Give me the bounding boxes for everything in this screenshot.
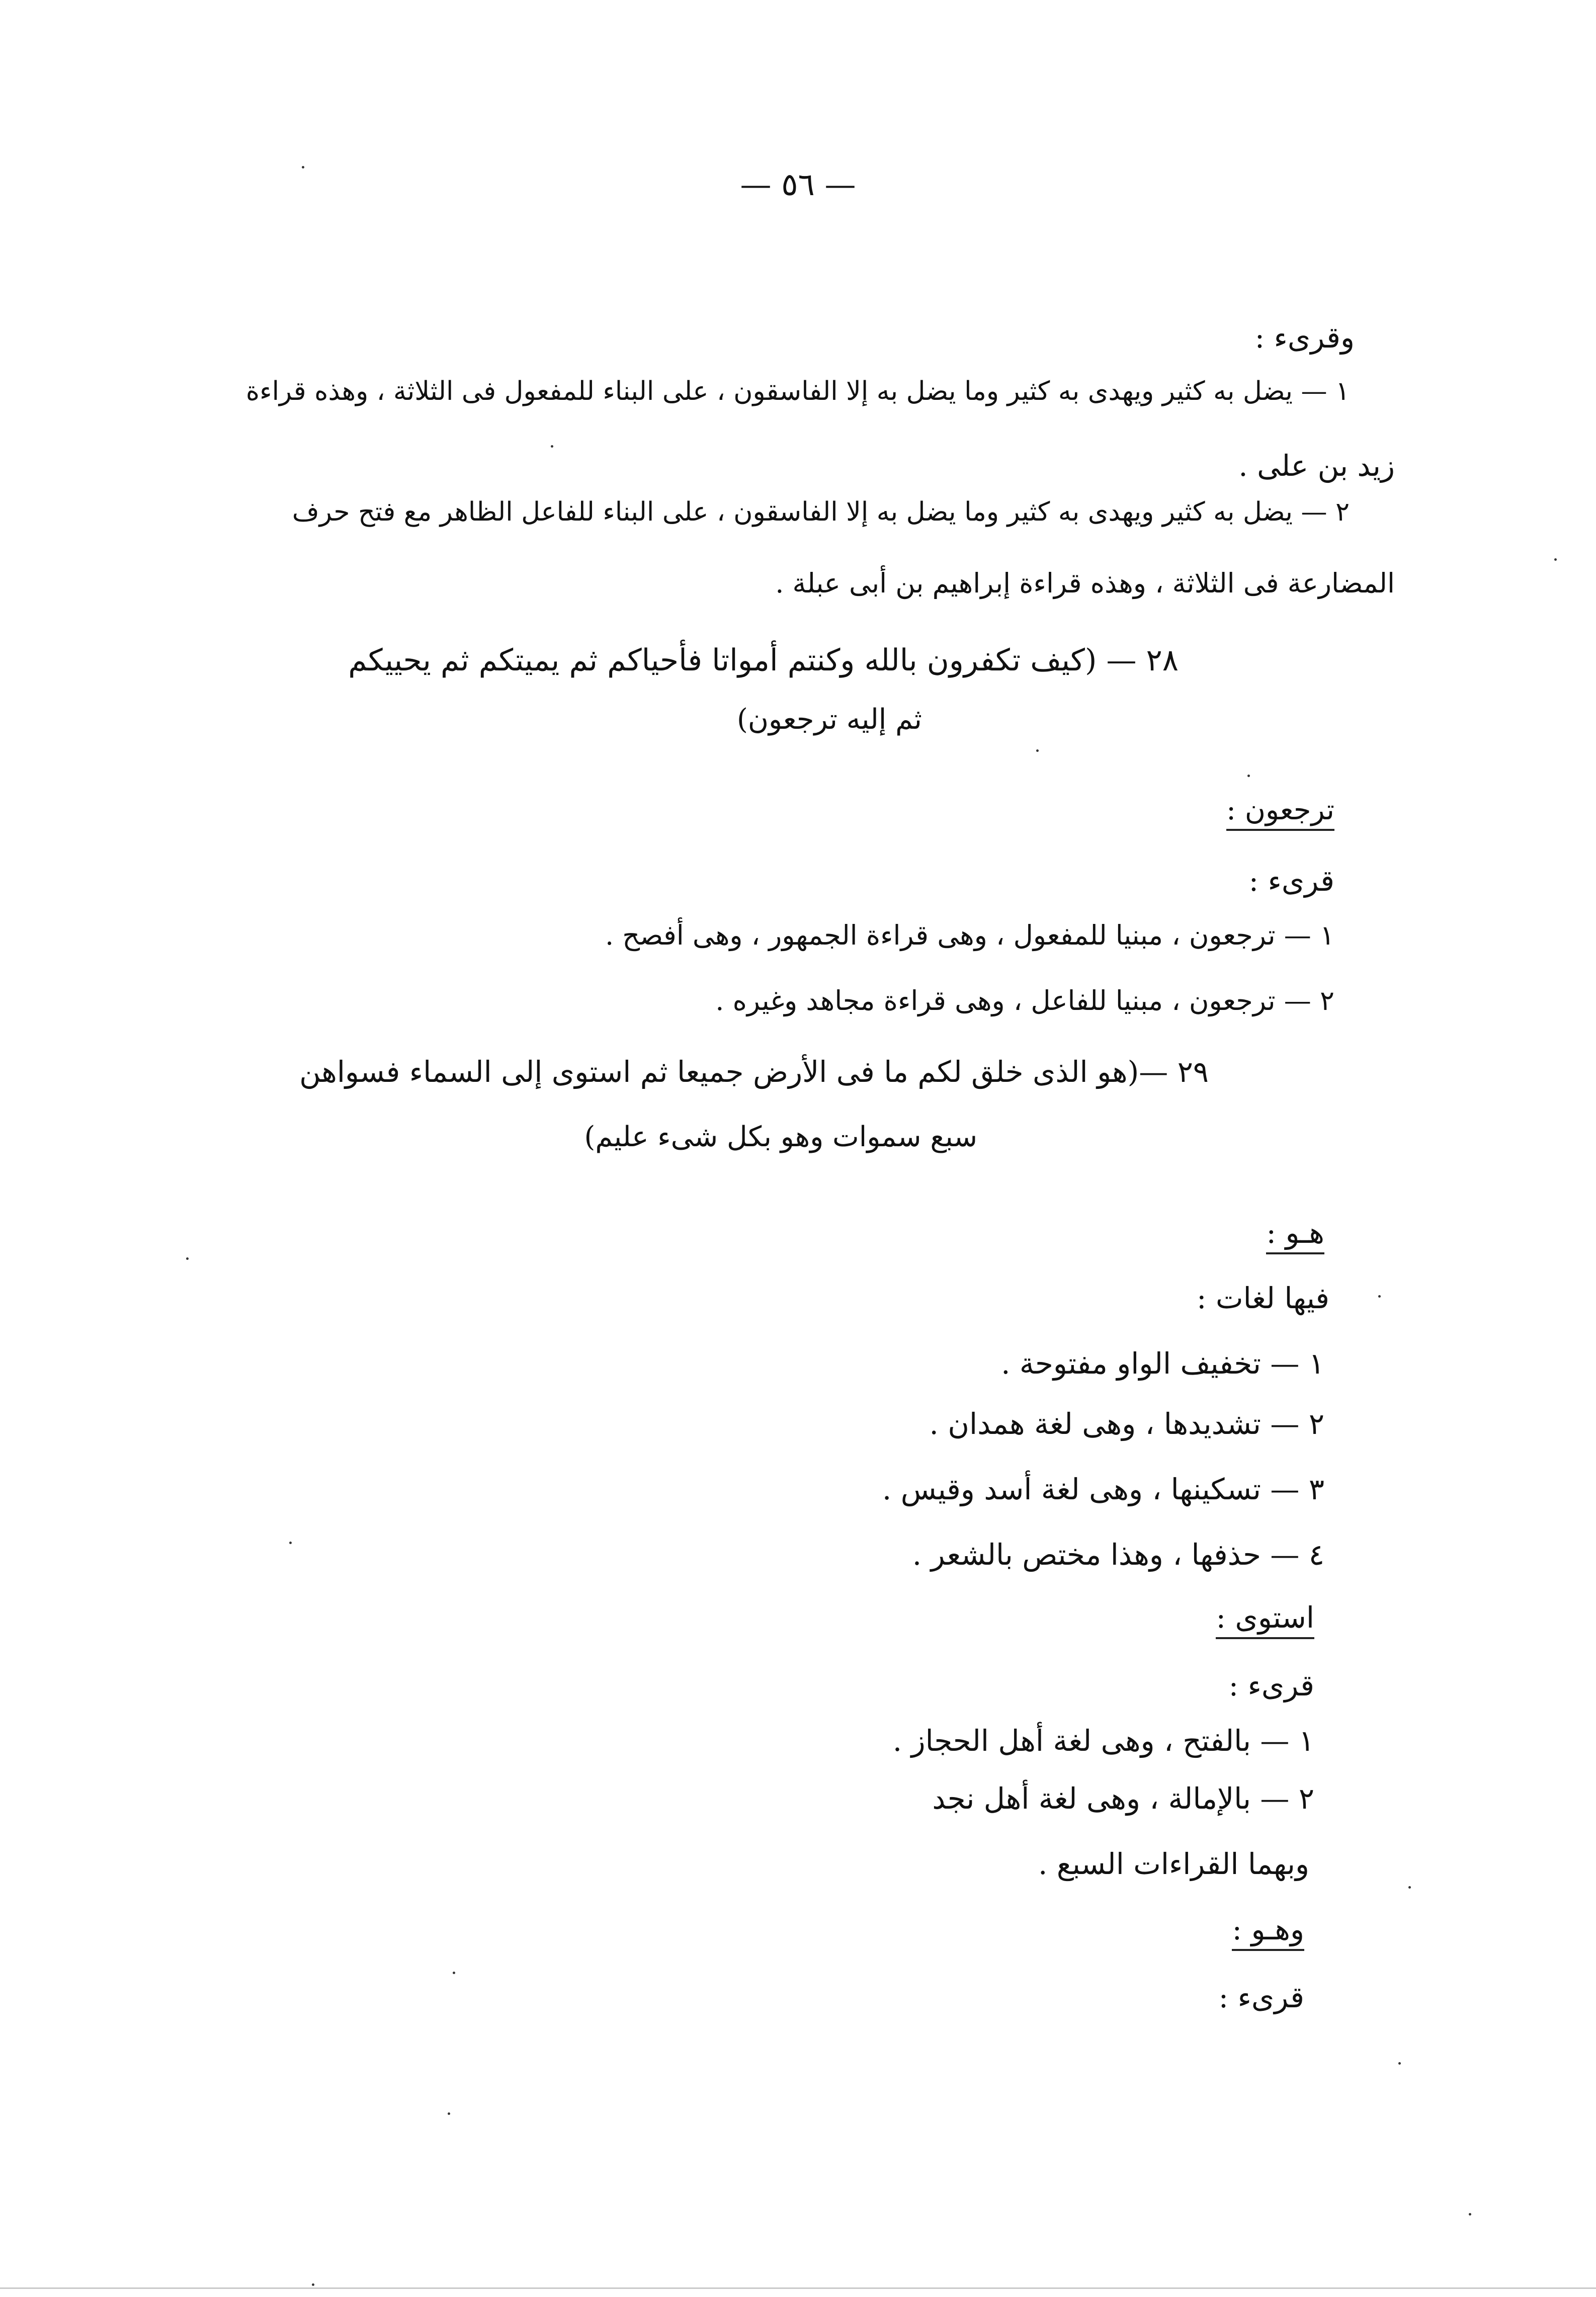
verse-line: سبع سموات وهو بكل شىء عليم): [584, 1121, 977, 1153]
verse-line: ثم إليه ترجعون): [736, 703, 922, 736]
scan-speck: [289, 1542, 292, 1544]
scan-speck: [1247, 775, 1250, 777]
scan-speck: [453, 1972, 455, 1974]
scan-speck: [1408, 1886, 1411, 1889]
scan-speck: [302, 166, 304, 168]
scan-speck: [186, 1257, 189, 1260]
page-number: — ٥٦ —: [740, 166, 856, 203]
scan-speck: [312, 2283, 314, 2286]
text-line: ١ — يضل به كثير ويهدى به كثير وما يضل به إلا الفاسقون ، على البناء للمفعول فى الثلاثة ، وهذه قراءة: [245, 376, 1350, 406]
scan-speck: [1036, 749, 1039, 752]
section-heading: هـو :: [1266, 1217, 1324, 1254]
list-item: ٢ — تشديدها ، وهى لغة همدان .: [929, 1407, 1324, 1441]
scan-speck: [1398, 2062, 1401, 2065]
text-line: المضارعة فى الثلاثة ، وهذه قراءة إبراهيم بن أبى عبلة .: [775, 567, 1395, 599]
text-line: وقرىء :: [1254, 320, 1355, 355]
verse-line: ٢٨ — (كيف تكفرون بالله وكنتم أمواتا فأحياكم ثم يميتكم ثم يحييكم: [348, 643, 1179, 678]
scan-speck: [551, 445, 553, 448]
text-line: فيها لغات :: [1197, 1281, 1329, 1315]
scan-speck: [1378, 1295, 1381, 1298]
text-line: ٢ — ترجعون ، مبنيا للفاعل ، وهى قراءة مجاهد وغيره .: [715, 985, 1334, 1016]
scan-speck: [1554, 558, 1557, 561]
text-line: قرىء :: [1248, 864, 1334, 898]
section-heading: وهـو :: [1232, 1914, 1304, 1951]
verse-line: ٢٩ —(هو الذى خلق لكم ما فى الأرض جميعا ثم استوى إلى السماء فسواهن: [299, 1055, 1209, 1089]
page-bottom-edge: [0, 2287, 1596, 2289]
section-heading: ترجعون :: [1226, 795, 1334, 831]
list-item: ٤ — حذفها ، وهذا مختص بالشعر .: [912, 1538, 1324, 1572]
list-item: ١ — بالفتح ، وهى لغة أهل الحجاز .: [892, 1724, 1314, 1758]
text-line: قرىء :: [1218, 1980, 1304, 2014]
text-line: ١ — ترجعون ، مبنيا للمفعول ، وهى قراءة الجمهور ، وهى أفصح .: [605, 919, 1334, 951]
text-line: زيد بن على .: [1238, 449, 1395, 483]
text-line: قرىء :: [1228, 1668, 1314, 1703]
section-heading: استوى :: [1216, 1602, 1314, 1639]
list-item: ٣ — تسكينها ، وهى لغة أسد وقيس .: [882, 1472, 1324, 1506]
scan-speck: [1469, 2213, 1471, 2216]
list-item: ١ — تخفيف الواو مفتوحة .: [1001, 1346, 1324, 1381]
list-item: ٢ — بالإمالة ، وهى لغة أهل نجد: [932, 1781, 1314, 1816]
text-line: ٢ — يضل به كثير ويهدى به كثير وما يضل به إلا الفاسقون ، على البناء للفاعل الظاهر مع فتح حرف: [292, 497, 1350, 527]
scan-speck: [448, 2112, 450, 2115]
text-line: وبهما القراءات السبع .: [1038, 1847, 1309, 1881]
